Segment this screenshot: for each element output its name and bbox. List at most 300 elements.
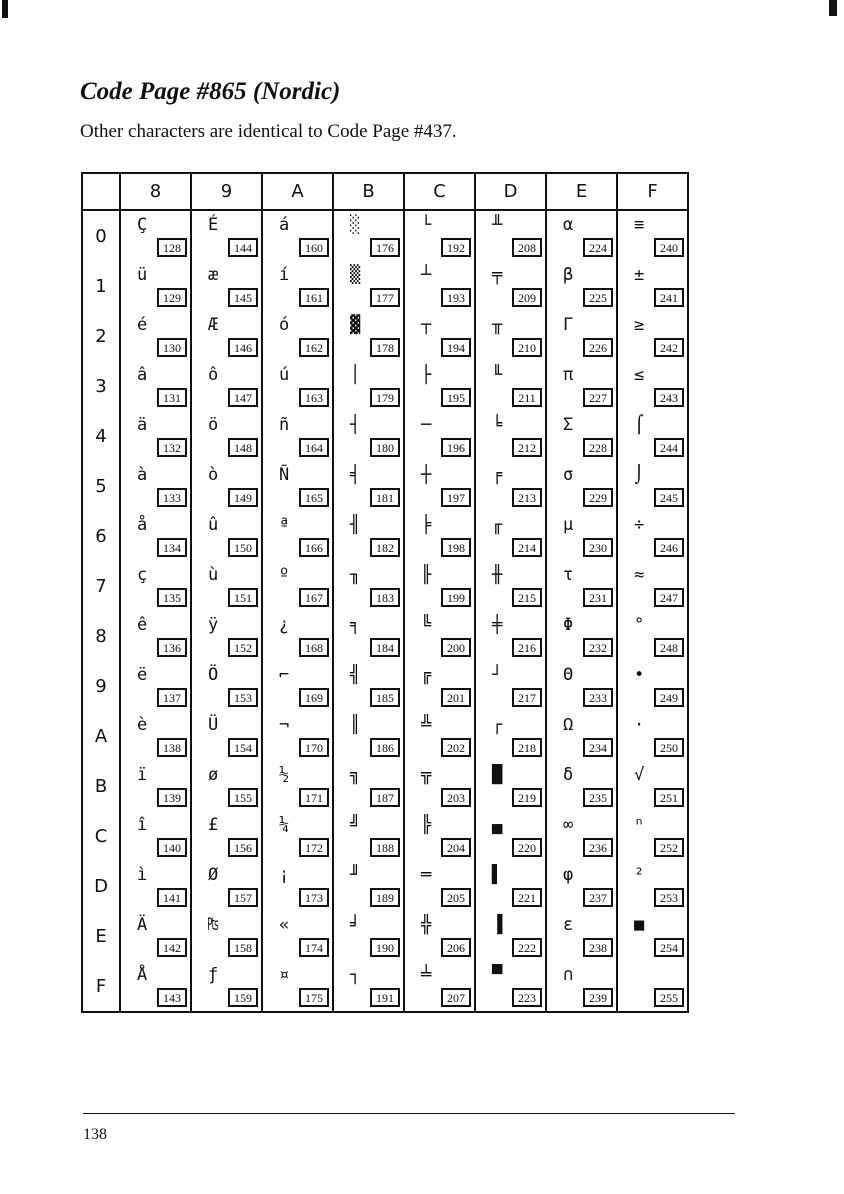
character-cell-content xyxy=(192,961,261,1011)
character-cell xyxy=(191,711,262,761)
character-glyph: Å xyxy=(137,965,148,985)
character-glyph: ù xyxy=(208,565,219,585)
character-glyph: • xyxy=(634,665,645,685)
character-glyph: ┐ xyxy=(350,965,361,985)
table-row xyxy=(82,411,688,461)
character-cell-content xyxy=(618,861,687,911)
character-cell xyxy=(262,361,333,411)
character-cell-content xyxy=(334,211,403,261)
decimal-code-box: 211 xyxy=(512,388,542,407)
character-glyph: î xyxy=(137,815,148,835)
character-cell-content xyxy=(405,461,474,511)
row-header: 9 xyxy=(82,661,120,711)
character-glyph: ½ xyxy=(279,765,290,785)
character-glyph: Θ xyxy=(563,665,574,685)
character-glyph: └ xyxy=(421,215,432,235)
character-cell xyxy=(404,861,475,911)
character-glyph: ñ xyxy=(279,415,290,435)
character-cell-content xyxy=(405,361,474,411)
decimal-code-box: 227 xyxy=(583,388,613,407)
row-header: 1 xyxy=(82,261,120,311)
row-header: A xyxy=(82,711,120,761)
decimal-code-box: 141 xyxy=(157,888,187,907)
character-glyph: ≈ xyxy=(634,565,645,585)
decimal-code-box: 235 xyxy=(583,788,613,807)
character-glyph: ª xyxy=(279,515,290,535)
decimal-code-box: 218 xyxy=(512,738,542,757)
character-cell xyxy=(120,361,191,411)
character-cell-content xyxy=(192,711,261,761)
character-cell-content xyxy=(618,911,687,961)
character-glyph: é xyxy=(137,315,148,335)
decimal-code-box: 245 xyxy=(654,488,684,507)
character-glyph: à xyxy=(137,465,148,485)
character-cell xyxy=(333,311,404,361)
character-cell xyxy=(333,411,404,461)
character-cell-content xyxy=(405,761,474,811)
character-glyph: ï xyxy=(137,765,148,785)
character-cell xyxy=(333,911,404,961)
character-cell-content xyxy=(192,311,261,361)
table-row xyxy=(82,861,688,911)
decimal-code-box: 173 xyxy=(299,888,329,907)
decimal-code-box: 225 xyxy=(583,288,613,307)
character-cell xyxy=(120,761,191,811)
decimal-code-box: 167 xyxy=(299,588,329,607)
decimal-code-box: 234 xyxy=(583,738,613,757)
page-number: 138 xyxy=(83,1126,107,1143)
table-row xyxy=(82,361,688,411)
registration-mark-right xyxy=(829,0,837,16)
character-glyph: ∞ xyxy=(563,815,574,835)
character-cell xyxy=(191,911,262,961)
decimal-code-box: 221 xyxy=(512,888,542,907)
row-header: F xyxy=(82,961,120,1012)
decimal-code-box: 237 xyxy=(583,888,613,907)
decimal-code-box: 185 xyxy=(370,688,400,707)
character-cell xyxy=(262,661,333,711)
character-cell xyxy=(262,761,333,811)
character-cell-content xyxy=(263,461,332,511)
column-header: 9 xyxy=(191,173,262,210)
decimal-code-box: 217 xyxy=(512,688,542,707)
decimal-code-box: 252 xyxy=(654,838,684,857)
decimal-code-box: 233 xyxy=(583,688,613,707)
decimal-code-box: 244 xyxy=(654,438,684,457)
decimal-code-box: 203 xyxy=(441,788,471,807)
decimal-code-box: 159 xyxy=(228,988,258,1007)
character-cell xyxy=(546,961,617,1012)
decimal-code-box: 142 xyxy=(157,938,187,957)
character-cell-content xyxy=(192,911,261,961)
character-cell-content xyxy=(334,711,403,761)
decimal-code-box: 136 xyxy=(157,638,187,657)
decimal-code-box: 152 xyxy=(228,638,258,657)
character-cell-content xyxy=(618,761,687,811)
character-glyph: ¬ xyxy=(279,715,290,735)
character-glyph: ╤ xyxy=(492,265,503,285)
character-cell-content xyxy=(476,961,545,1011)
character-cell xyxy=(120,311,191,361)
character-cell xyxy=(617,811,688,861)
table-row xyxy=(82,961,688,1012)
table-row xyxy=(82,461,688,511)
decimal-code-box: 135 xyxy=(157,588,187,607)
character-cell-content xyxy=(121,361,190,411)
character-cell-content xyxy=(476,761,545,811)
character-glyph: æ xyxy=(208,265,219,285)
character-cell-content xyxy=(334,761,403,811)
character-glyph: ε xyxy=(563,915,574,935)
decimal-code-box: 146 xyxy=(228,338,258,357)
character-cell xyxy=(120,561,191,611)
character-glyph: ö xyxy=(208,415,219,435)
character-glyph: ╗ xyxy=(350,765,361,785)
decimal-code-box: 186 xyxy=(370,738,400,757)
character-cell xyxy=(617,911,688,961)
character-cell xyxy=(617,661,688,711)
character-cell xyxy=(333,861,404,911)
character-cell xyxy=(475,261,546,311)
decimal-code-box: 230 xyxy=(583,538,613,557)
character-cell-content xyxy=(405,661,474,711)
character-cell-content xyxy=(547,861,616,911)
character-cell-content xyxy=(121,261,190,311)
table-row xyxy=(82,210,688,261)
character-cell xyxy=(404,411,475,461)
character-cell-content xyxy=(618,411,687,461)
character-cell-content xyxy=(334,911,403,961)
decimal-code-box: 240 xyxy=(654,238,684,257)
decimal-code-box: 195 xyxy=(441,388,471,407)
decimal-code-box: 246 xyxy=(654,538,684,557)
character-cell-content xyxy=(263,211,332,261)
table-corner-cell xyxy=(82,173,120,210)
character-cell xyxy=(262,611,333,661)
character-cell xyxy=(546,861,617,911)
character-glyph: Ä xyxy=(137,915,148,935)
column-header: 8 xyxy=(120,173,191,210)
character-glyph: ╜ xyxy=(350,865,361,885)
decimal-code-box: 179 xyxy=(370,388,400,407)
character-cell-content xyxy=(476,361,545,411)
character-cell-content xyxy=(547,361,616,411)
decimal-code-box: 212 xyxy=(512,438,542,457)
decimal-code-box: 238 xyxy=(583,938,613,957)
character-cell xyxy=(546,261,617,311)
decimal-code-box: 248 xyxy=(654,638,684,657)
table-row xyxy=(82,761,688,811)
character-cell-content xyxy=(263,611,332,661)
character-cell-content xyxy=(192,761,261,811)
decimal-code-box: 137 xyxy=(157,688,187,707)
character-cell-content xyxy=(192,511,261,561)
character-cell xyxy=(475,811,546,861)
character-glyph: ╓ xyxy=(492,515,503,535)
character-cell xyxy=(475,511,546,561)
decimal-code-box: 145 xyxy=(228,288,258,307)
character-glyph: ╥ xyxy=(492,315,503,335)
footer-rule xyxy=(83,1113,735,1114)
character-cell xyxy=(404,361,475,411)
decimal-code-box: 129 xyxy=(157,288,187,307)
character-cell-content xyxy=(121,811,190,861)
character-cell-content xyxy=(547,311,616,361)
character-glyph: Ø xyxy=(208,865,219,885)
character-cell xyxy=(120,210,191,261)
character-cell-content xyxy=(618,661,687,711)
character-glyph: ê xyxy=(137,615,148,635)
character-cell-content xyxy=(192,661,261,711)
character-cell xyxy=(262,561,333,611)
character-cell xyxy=(262,261,333,311)
character-glyph: ▓ xyxy=(350,315,361,335)
page-subtitle: Other characters are identical to Code Page #437. xyxy=(80,121,457,142)
decimal-code-box: 200 xyxy=(441,638,471,657)
character-glyph: █ xyxy=(492,765,503,785)
character-glyph: ì xyxy=(137,865,148,885)
decimal-code-box: 181 xyxy=(370,488,400,507)
character-cell-content xyxy=(547,211,616,261)
character-cell-content xyxy=(547,911,616,961)
decimal-code-box: 214 xyxy=(512,538,542,557)
character-cell xyxy=(333,661,404,711)
character-cell xyxy=(546,411,617,461)
character-glyph: ╩ xyxy=(421,715,432,735)
character-cell xyxy=(617,361,688,411)
character-cell-content xyxy=(618,561,687,611)
character-cell-content xyxy=(263,861,332,911)
character-cell xyxy=(617,261,688,311)
character-cell-content xyxy=(334,311,403,361)
table-body xyxy=(82,210,688,1012)
row-header: 5 xyxy=(82,461,120,511)
character-glyph: ╝ xyxy=(350,815,361,835)
character-cell-content xyxy=(405,611,474,661)
character-glyph: β xyxy=(563,265,574,285)
decimal-code-box: 209 xyxy=(512,288,542,307)
character-cell xyxy=(617,561,688,611)
character-cell-content xyxy=(405,711,474,761)
decimal-code-box: 243 xyxy=(654,388,684,407)
character-cell xyxy=(120,261,191,311)
decimal-code-box: 162 xyxy=(299,338,329,357)
character-cell-content xyxy=(476,661,545,711)
character-glyph: ⌡ xyxy=(634,465,645,485)
character-cell xyxy=(120,511,191,561)
character-cell xyxy=(475,411,546,461)
row-header: 4 xyxy=(82,411,120,461)
character-glyph: ╡ xyxy=(350,465,361,485)
character-cell xyxy=(475,761,546,811)
character-cell xyxy=(120,661,191,711)
character-glyph: ╖ xyxy=(350,565,361,585)
character-glyph: ╬ xyxy=(421,915,432,935)
registration-mark-left xyxy=(2,0,8,18)
character-glyph: ò xyxy=(208,465,219,485)
character-cell xyxy=(262,911,333,961)
character-glyph: ⌠ xyxy=(634,415,645,435)
decimal-code-box: 140 xyxy=(157,838,187,857)
character-glyph: φ xyxy=(563,865,574,885)
table-row xyxy=(82,561,688,611)
decimal-code-box: 172 xyxy=(299,838,329,857)
character-glyph: ç xyxy=(137,565,148,585)
character-cell-content xyxy=(547,461,616,511)
character-cell xyxy=(546,461,617,511)
character-glyph: É xyxy=(208,215,219,235)
character-cell xyxy=(475,711,546,761)
table-row xyxy=(82,261,688,311)
character-cell xyxy=(404,661,475,711)
character-cell-content xyxy=(476,261,545,311)
character-glyph: ├ xyxy=(421,365,432,385)
character-cell xyxy=(546,210,617,261)
character-cell-content xyxy=(334,411,403,461)
character-cell xyxy=(120,861,191,911)
decimal-code-box: 255 xyxy=(654,988,684,1007)
character-cell xyxy=(262,411,333,461)
character-cell xyxy=(404,761,475,811)
character-cell xyxy=(120,961,191,1012)
character-cell-content xyxy=(192,361,261,411)
character-cell xyxy=(262,811,333,861)
column-header-row xyxy=(82,173,688,210)
character-cell-content xyxy=(547,811,616,861)
character-cell xyxy=(475,210,546,261)
character-cell-content xyxy=(192,461,261,511)
character-cell xyxy=(333,210,404,261)
character-cell xyxy=(120,461,191,511)
character-glyph: Ç xyxy=(137,215,148,235)
character-cell-content xyxy=(476,561,545,611)
row-header: B xyxy=(82,761,120,811)
character-cell-content xyxy=(121,861,190,911)
character-cell-content xyxy=(618,511,687,561)
decimal-code-box: 208 xyxy=(512,238,542,257)
character-cell xyxy=(617,761,688,811)
column-header: B xyxy=(333,173,404,210)
character-cell xyxy=(191,261,262,311)
character-cell xyxy=(262,861,333,911)
character-cell-content xyxy=(618,611,687,661)
character-cell-content xyxy=(263,561,332,611)
character-cell xyxy=(617,861,688,911)
character-cell xyxy=(546,661,617,711)
column-header: E xyxy=(546,173,617,210)
character-cell xyxy=(475,861,546,911)
decimal-code-box: 241 xyxy=(654,288,684,307)
decimal-code-box: 205 xyxy=(441,888,471,907)
decimal-code-box: 251 xyxy=(654,788,684,807)
character-cell xyxy=(617,411,688,461)
character-cell-content xyxy=(547,761,616,811)
character-cell xyxy=(191,761,262,811)
character-cell-content xyxy=(192,611,261,661)
character-cell-content xyxy=(263,911,332,961)
character-cell xyxy=(546,311,617,361)
character-cell-content xyxy=(263,661,332,711)
character-cell-content xyxy=(476,811,545,861)
decimal-code-box: 155 xyxy=(228,788,258,807)
character-cell-content xyxy=(405,911,474,961)
character-glyph: Ñ xyxy=(279,465,290,485)
decimal-code-box: 247 xyxy=(654,588,684,607)
decimal-code-box: 242 xyxy=(654,338,684,357)
character-glyph: ░ xyxy=(350,215,361,235)
character-cell-content xyxy=(263,811,332,861)
character-glyph: ═ xyxy=(421,865,432,885)
character-cell-content xyxy=(547,411,616,461)
character-cell-content xyxy=(121,961,190,1011)
character-cell xyxy=(191,461,262,511)
row-header: 2 xyxy=(82,311,120,361)
character-cell xyxy=(475,611,546,661)
decimal-code-box: 151 xyxy=(228,588,258,607)
character-cell xyxy=(404,511,475,561)
character-cell xyxy=(404,961,475,1012)
decimal-code-box: 150 xyxy=(228,538,258,557)
decimal-code-box: 165 xyxy=(299,488,329,507)
character-cell-content xyxy=(547,711,616,761)
character-cell xyxy=(617,311,688,361)
character-cell xyxy=(191,861,262,911)
decimal-code-box: 184 xyxy=(370,638,400,657)
character-cell-content xyxy=(476,211,545,261)
decimal-code-box: 197 xyxy=(441,488,471,507)
decimal-code-box: 164 xyxy=(299,438,329,457)
row-header: 6 xyxy=(82,511,120,561)
character-glyph: ╕ xyxy=(350,615,361,635)
decimal-code-box: 171 xyxy=(299,788,329,807)
character-glyph: ô xyxy=(208,365,219,385)
character-glyph: δ xyxy=(563,765,574,785)
character-cell-content xyxy=(334,961,403,1011)
decimal-code-box: 204 xyxy=(441,838,471,857)
character-cell-content xyxy=(547,661,616,711)
character-cell-content xyxy=(405,811,474,861)
character-cell-content xyxy=(405,261,474,311)
character-cell xyxy=(475,561,546,611)
decimal-code-box: 161 xyxy=(299,288,329,307)
decimal-code-box: 166 xyxy=(299,538,329,557)
character-cell-content xyxy=(618,711,687,761)
character-glyph: ° xyxy=(634,615,645,635)
character-glyph: ä xyxy=(137,415,148,435)
character-cell xyxy=(191,611,262,661)
decimal-code-box: 134 xyxy=(157,538,187,557)
character-cell xyxy=(546,811,617,861)
character-cell xyxy=(333,561,404,611)
decimal-code-box: 154 xyxy=(228,738,258,757)
character-glyph: Φ xyxy=(563,615,574,635)
character-cell xyxy=(617,711,688,761)
character-cell xyxy=(475,311,546,361)
character-cell xyxy=(191,811,262,861)
character-glyph: ╛ xyxy=(350,915,361,935)
row-header: C xyxy=(82,811,120,861)
character-glyph: ² xyxy=(634,865,645,885)
character-cell-content xyxy=(405,561,474,611)
character-cell-content xyxy=(263,261,332,311)
character-glyph: « xyxy=(279,915,290,935)
decimal-code-box: 188 xyxy=(370,838,400,857)
character-glyph: ■ xyxy=(634,915,645,935)
character-glyph: ╙ xyxy=(492,365,503,385)
decimal-code-box: 128 xyxy=(157,238,187,257)
row-header: D xyxy=(82,861,120,911)
decimal-code-box: 206 xyxy=(441,938,471,957)
